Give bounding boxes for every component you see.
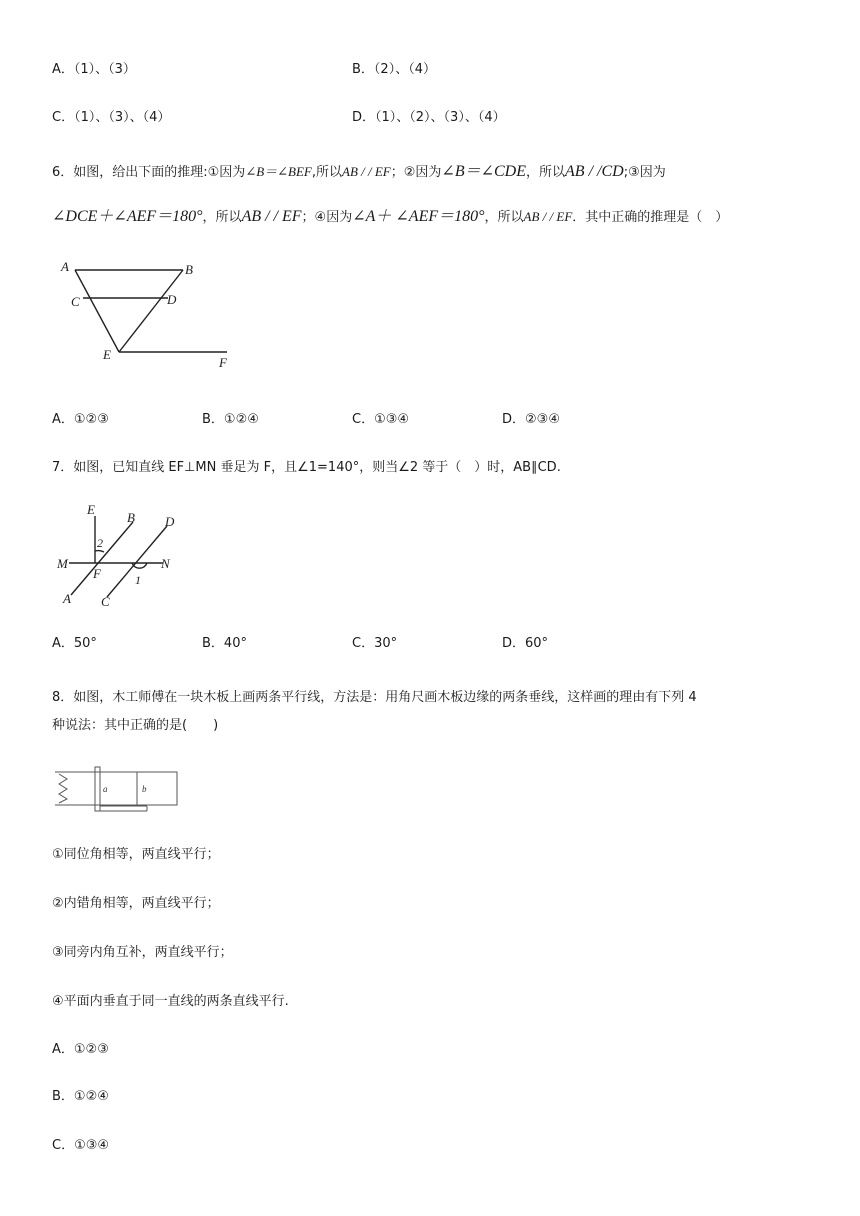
q5-option-a: A．（1）、（3） — [52, 62, 136, 77]
q8-statement-1: ①同位角相等，两直线平行； — [52, 847, 220, 862]
q7-option-d: D．60° — [502, 636, 549, 651]
q8-statement-4: ④平面内垂直于同一直线的两条直线平行. — [52, 994, 289, 1009]
q7-label-a: A — [63, 591, 71, 606]
q8-square-vertical — [95, 767, 100, 811]
q6-label-c: C — [71, 294, 80, 309]
q7-label-e: E — [87, 502, 95, 517]
q8-figure — [55, 765, 185, 817]
q6-label-f: F — [219, 355, 227, 370]
q8-option-c: C．①③④ — [52, 1138, 110, 1153]
q7-label-n: N — [161, 556, 170, 571]
q7-angle-2-arc — [95, 551, 104, 552]
q5-option-b: B．（2）、（4） — [352, 62, 436, 77]
q7-figure — [55, 500, 195, 615]
q7-line-ab — [71, 522, 133, 595]
q6-option-c: C．①③④ — [352, 412, 410, 427]
q7-option-a: A．50° — [52, 636, 97, 651]
q7-label-b: B — [127, 510, 135, 525]
q6-segment-be — [119, 270, 183, 352]
q6-stem-line-1: 6．如图，给出下面的推理:①因为∠B＝∠BEF,所以AB / / EF；②因为∠B＝∠CDE，所以AB / /CD;③因为 — [52, 163, 666, 180]
q7-label-2: 2 — [97, 536, 103, 550]
q7-label-f: F — [93, 566, 101, 581]
q7-label-c: C — [101, 594, 110, 609]
q7-option-b: B．40° — [202, 636, 247, 651]
q6-label-e: E — [103, 347, 111, 362]
q6-label-b: B — [185, 262, 193, 277]
q8-label-b: b — [142, 784, 147, 794]
q8-option-b: B．①②④ — [52, 1089, 109, 1104]
q6-figure — [55, 255, 245, 375]
q8-stem-line-2: 种说法：其中正确的是( ) — [52, 718, 219, 733]
q6-stem-line-2: ∠DCE＋∠AEF＝180°，所以AB / / EF；④因为∠A＋ ∠AEF＝180°，所以AB / / EF．其中正确的推理是（ ） — [52, 208, 729, 225]
q8-label-a: a — [103, 784, 108, 794]
q8-board-zigzag — [59, 774, 67, 803]
q5-option-c: C．（1）、（3）、（4） — [52, 110, 171, 125]
q7-option-c: C．30° — [352, 636, 398, 651]
q8-option-a: A．①②③ — [52, 1042, 109, 1057]
q7-stem: 7．如图，已知直线 EF⊥MN 垂足为 F，且∠1=140°，则当∠2 等于（ ）时，AB∥CD. — [52, 460, 561, 475]
q8-statement-2: ②内错角相等，两直线平行； — [52, 896, 220, 911]
q6-label-d: D — [167, 292, 177, 307]
q6-segment-ae — [75, 270, 119, 352]
q6-option-d: D．②③④ — [502, 412, 560, 427]
q8-board-outline — [55, 772, 177, 805]
q5-option-d: D．（1）、（2）、（3）、（4） — [352, 110, 506, 125]
q8-stem-line-1: 8．如图，木工师傅在一块木板上画两条平行线，方法是：用角尺画木板边缘的两条垂线，这样画的理由有下列 4 — [52, 690, 697, 705]
q8-statement-3: ③同旁内角互补，两直线平行； — [52, 945, 233, 960]
q7-label-d: D — [165, 514, 175, 529]
q6-option-b: B．①②④ — [202, 412, 259, 427]
q7-label-1: 1 — [135, 573, 141, 587]
q6-option-a: A．①②③ — [52, 412, 109, 427]
q7-label-m: M — [57, 556, 68, 571]
q6-label-a: A — [61, 259, 69, 274]
